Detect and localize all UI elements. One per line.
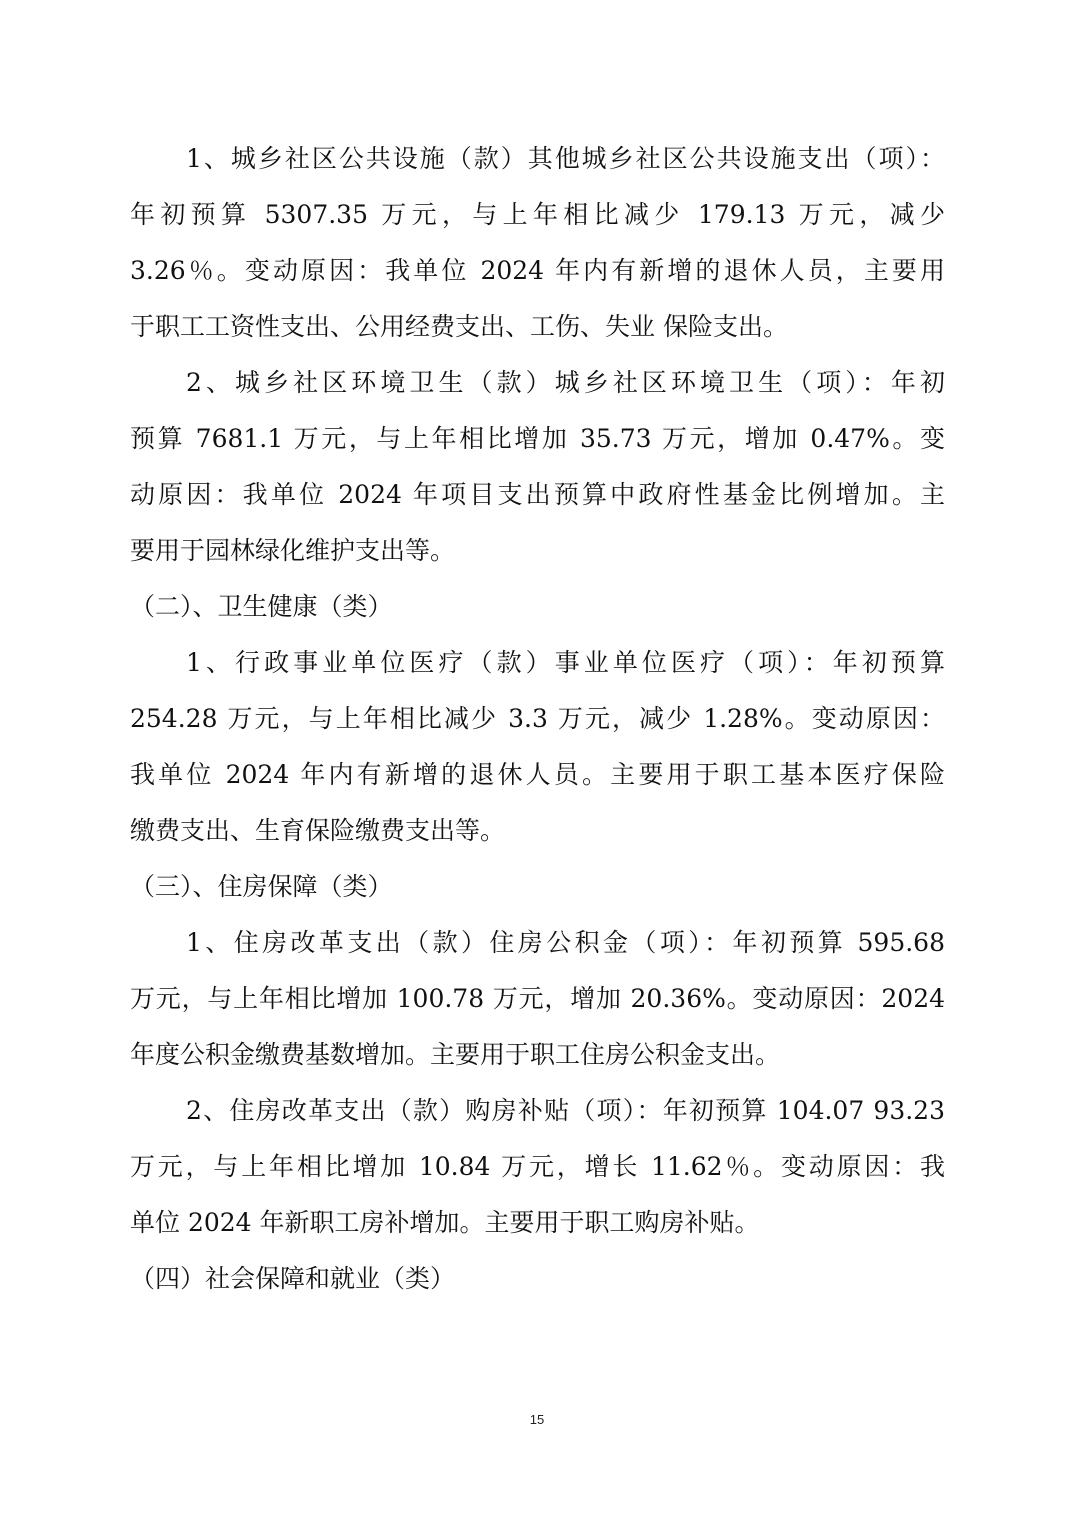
paragraph-5-line-1: 2、住房改革支出（款）购房补贴（项）：年初预算 104.07 93.23 bbox=[186, 1096, 945, 1125]
paragraph-2-line-2: 预算 7681.1 万元，与上年相比增加 35.73 万元，增加 0.47%。变 bbox=[130, 424, 945, 453]
section-heading-health: （二）、卫生健康（类） bbox=[130, 592, 393, 621]
section-heading-social-security: （四）社会保障和就业（类） bbox=[130, 1264, 456, 1293]
paragraph-1-line-4: 于职工工资性支出、公用经费支出、工伤、失业 保险支出。 bbox=[130, 312, 788, 341]
paragraph-3-line-1: 1、行政事业单位医疗（款）事业单位医疗（项）：年初预算 bbox=[186, 648, 945, 677]
paragraph-1-line-3: 3.26％。变动原因：我单位 2024 年内有新增的退休人员，主要用 bbox=[130, 256, 945, 285]
section-heading-housing: （三）、住房保障（类） bbox=[130, 872, 393, 901]
paragraph-4-line-3: 年度公积金缴费基数增加。主要用于职工住房公积金支出。 bbox=[130, 1040, 781, 1069]
paragraph-5-line-2: 万元，与上年相比增加 10.84 万元，增长 11.62％。变动原因：我 bbox=[130, 1152, 945, 1181]
paragraph-1-line-1: 1、城乡社区公共设施（款）其他城乡社区公共设施支出（项）： bbox=[186, 144, 945, 173]
paragraph-3-line-2: 254.28 万元，与上年相比减少 3.3 万元，减少 1.28%。变动原因： bbox=[130, 704, 945, 733]
paragraph-2-line-3: 动原因：我单位 2024 年项目支出预算中政府性基金比例增加。主 bbox=[130, 480, 945, 509]
page-number: 15 bbox=[529, 1412, 545, 1427]
paragraph-3-line-3: 我单位 2024 年内有新增的退休人员。主要用于职工基本医疗保险 bbox=[130, 760, 945, 789]
paragraph-2-line-4: 要用于园林绿化维护支出等。 bbox=[130, 536, 456, 565]
paragraph-4-line-1: 1、住房改革支出（款）住房公积金（项）：年初预算 595.68 bbox=[186, 928, 945, 957]
paragraph-3-line-4: 缴费支出、生育保险缴费支出等。 bbox=[130, 816, 506, 845]
paragraph-5-line-3: 单位 2024 年新职工房补增加。主要用于职工购房补贴。 bbox=[130, 1208, 760, 1237]
paragraph-2-line-1: 2、城乡社区环境卫生（款）城乡社区环境卫生（项）：年初 bbox=[186, 368, 945, 397]
paragraph-4-line-2: 万元，与上年相比增加 100.78 万元，增加 20.36%。变动原因：2024 bbox=[130, 984, 945, 1013]
paragraph-1-line-2: 年初预算 5307.35 万元，与上年相比减少 179.13 万元，减少 bbox=[130, 200, 945, 229]
